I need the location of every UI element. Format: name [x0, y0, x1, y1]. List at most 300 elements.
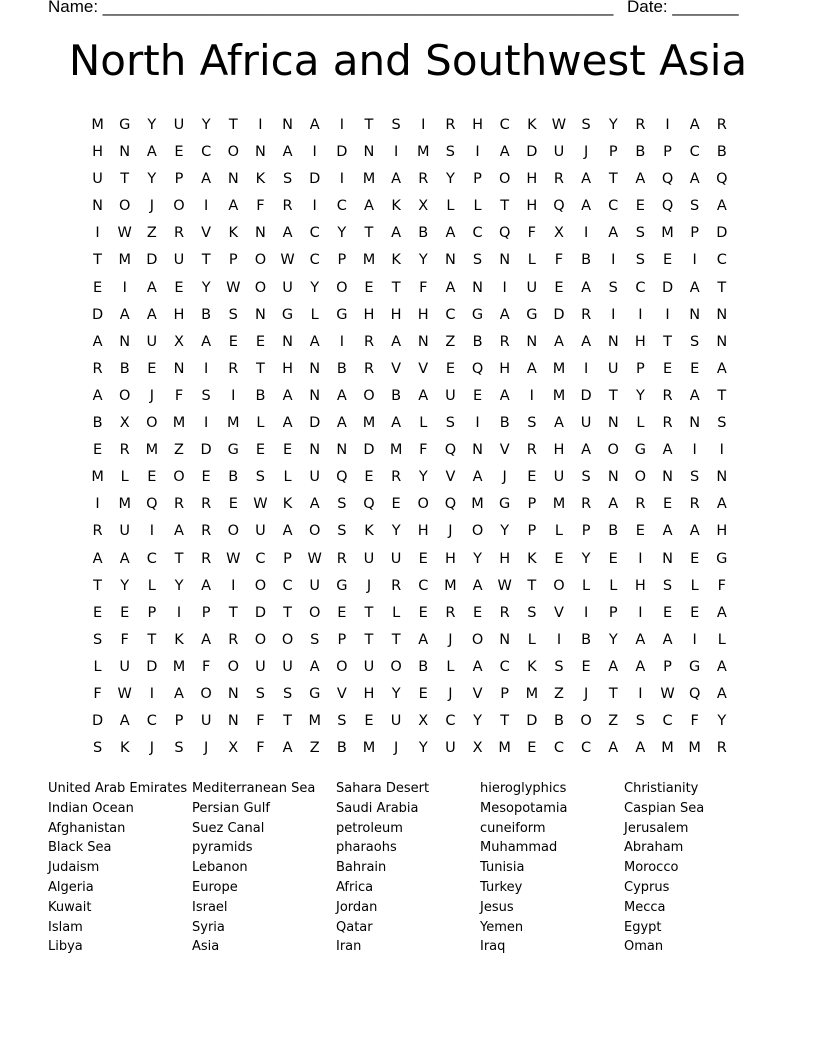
grid-letter: U: [255, 658, 266, 675]
grid-letter: A: [472, 577, 483, 594]
grid-letter: I: [421, 117, 426, 133]
grid-letter: W: [253, 496, 268, 513]
grid-letter: P: [636, 360, 645, 377]
grid-letter: N: [119, 144, 131, 161]
grid-letter: T: [120, 171, 130, 188]
word-list-item: Asia: [192, 939, 220, 955]
grid-letter: S: [445, 144, 455, 161]
grid-letter: B: [201, 306, 212, 323]
grid-letter: E: [174, 279, 184, 296]
grid-letter: U: [119, 523, 131, 540]
grid-letter: S: [282, 171, 293, 188]
grid-letter: E: [690, 550, 700, 567]
grid-letter: I: [95, 225, 100, 242]
grid-letter: K: [527, 550, 537, 567]
grid-letter: A: [608, 225, 619, 242]
grid-letter: Q: [661, 198, 674, 215]
grid-letter: H: [92, 144, 104, 161]
grid-letter: Y: [473, 550, 482, 567]
grid-letter: Y: [473, 713, 482, 730]
grid-letter: H: [444, 550, 456, 567]
grid-letter: F: [93, 685, 102, 702]
grid-letter: R: [635, 117, 646, 133]
date-field-label: Date: _______: [627, 0, 739, 16]
word-column: [480, 779, 624, 957]
word-list-item: Turkey: [480, 879, 523, 895]
grid-letter: N: [662, 469, 673, 486]
grid-letter: T: [500, 713, 510, 730]
grid-letter: G: [309, 685, 321, 702]
grid-letter: H: [716, 523, 728, 540]
grid-letter: M: [389, 442, 403, 459]
grid-letter: O: [254, 631, 267, 648]
grid-letter: C: [336, 198, 347, 215]
word-list-item: Sahara Desert: [336, 781, 430, 796]
grid-letter: Y: [391, 685, 401, 702]
grid-letter: A: [201, 577, 212, 594]
grid-letter: F: [120, 631, 129, 648]
grid-letter: E: [92, 279, 103, 296]
grid-letter: K: [364, 523, 374, 540]
grid-letter: A: [92, 387, 103, 404]
grid-letter: O: [308, 604, 321, 621]
grid-letter: B: [418, 225, 429, 242]
grid-letter: A: [608, 496, 619, 513]
grid-letter: S: [337, 713, 347, 730]
grid-letter: F: [256, 713, 265, 730]
grid-letter: G: [119, 117, 131, 133]
grid-letter: A: [716, 685, 727, 702]
grid-row: [84, 275, 736, 302]
grid-letter: V: [201, 225, 212, 242]
grid-row: [84, 166, 736, 193]
grid-letter: H: [499, 550, 511, 567]
grid-letter: Q: [444, 442, 457, 459]
grid-letter: O: [336, 279, 348, 296]
grid-letter: A: [201, 631, 212, 648]
grid-letter: U: [282, 658, 293, 675]
grid-letter: N: [472, 279, 483, 296]
grid-letter: U: [580, 415, 592, 432]
grid-letter: P: [608, 144, 618, 161]
word-list-item: Saudi Arabia: [336, 800, 419, 816]
grid-letter: A: [445, 279, 456, 296]
grid-letter: A: [716, 198, 727, 215]
grid-letter: O: [119, 198, 131, 215]
grid-letter: L: [473, 198, 482, 215]
grid-letter: N: [227, 713, 239, 730]
grid-letter: C: [201, 144, 212, 161]
grid-letter: U: [526, 279, 538, 296]
word-list-item: Persian Gulf: [192, 800, 270, 816]
grid-letter: P: [527, 496, 537, 513]
grid-letter: I: [692, 631, 697, 648]
grid-letter: C: [309, 252, 320, 269]
word-list-item: cuneiform: [480, 820, 546, 836]
word-list-item: Judaism: [48, 860, 100, 876]
grid-letter: N: [417, 333, 429, 350]
grid-letter: R: [391, 577, 402, 594]
grid-letter: R: [363, 360, 375, 377]
grid-letter: H: [417, 306, 429, 323]
grid-letter: I: [203, 198, 209, 215]
grid-letter: Q: [716, 171, 728, 188]
grid-letter: A: [336, 387, 347, 404]
grid-letter: C: [553, 740, 565, 757]
grid-letter: G: [227, 442, 239, 459]
grid-letter: G: [634, 442, 646, 459]
word-list-item: Abraham: [624, 840, 684, 856]
grid-letter: G: [526, 306, 538, 323]
grid-letter: U: [146, 333, 158, 350]
letter-grid: [84, 112, 736, 762]
grid-letter: N: [119, 333, 131, 350]
grid-letter: P: [147, 604, 157, 621]
grid-letter: U: [445, 740, 456, 757]
grid-letter: E: [445, 360, 455, 377]
name-field-label: Name: ______________________________________________________: [48, 0, 614, 16]
grid-letter: A: [201, 171, 212, 188]
grid-letter: A: [445, 225, 456, 242]
grid-letter: C: [282, 577, 293, 594]
word-list-item: pyramids: [192, 840, 253, 856]
grid-letter: A: [581, 198, 592, 215]
grid-letter: A: [716, 360, 727, 377]
grid-letter: T: [717, 279, 727, 296]
grid-letter: A: [472, 469, 483, 486]
grid-letter: X: [228, 740, 239, 757]
grid-letter: N: [607, 415, 619, 432]
grid-letter: F: [201, 658, 211, 675]
grid-row: [84, 410, 736, 437]
grid-letter: A: [635, 740, 646, 757]
grid-letter: M: [308, 713, 321, 730]
grid-letter: O: [254, 252, 267, 269]
grid-letter: A: [554, 415, 564, 432]
grid-row: [84, 464, 736, 491]
grid-letter: E: [174, 144, 184, 161]
grid-letter: O: [553, 577, 565, 594]
grid-letter: Y: [418, 740, 428, 757]
grid-letter: W: [497, 577, 512, 594]
grid-letter: D: [254, 604, 266, 621]
grid-letter: N: [472, 442, 483, 459]
grid-letter: N: [254, 306, 266, 323]
grid-letter: G: [336, 577, 348, 594]
grid-letter: D: [91, 306, 104, 323]
grid-letter: I: [719, 442, 724, 459]
grid-letter: Q: [553, 198, 565, 215]
grid-letter: I: [203, 360, 209, 377]
grid-letter: R: [716, 117, 727, 133]
grid-row: [84, 139, 736, 166]
grid-letter: I: [258, 117, 263, 133]
grid-letter: E: [635, 198, 645, 215]
grid-letter: K: [282, 496, 293, 513]
grid-letter: Y: [717, 713, 727, 730]
grid-letter: A: [472, 658, 483, 675]
grid-letter: I: [638, 685, 643, 702]
grid-letter: B: [228, 469, 239, 486]
word-list-item: Muhammad: [480, 840, 558, 856]
grid-letter: C: [255, 550, 266, 567]
grid-letter: S: [282, 685, 293, 702]
grid-letter: I: [95, 496, 100, 513]
grid-letter: G: [499, 496, 511, 513]
grid-letter: J: [203, 740, 209, 757]
grid-letter: M: [91, 117, 104, 133]
grid-letter: O: [498, 171, 511, 188]
grid-letter: T: [391, 279, 401, 296]
grid-letter: Z: [309, 740, 320, 757]
grid-letter: P: [228, 252, 238, 269]
grid-letter: E: [554, 550, 564, 567]
word-list-item: Kuwait: [48, 899, 92, 915]
grid-letter: A: [689, 523, 700, 540]
grid-letter: M: [227, 415, 240, 432]
word-list-item: Black Sea: [48, 840, 112, 856]
grid-row: [84, 437, 736, 464]
grid-letter: K: [255, 171, 266, 188]
grid-letter: Q: [661, 171, 674, 188]
grid-letter: M: [471, 496, 484, 513]
grid-letter: K: [391, 198, 401, 215]
word-list-item: Israel: [192, 899, 228, 915]
grid-row: [84, 329, 736, 356]
grid-letter: A: [282, 225, 293, 242]
grid-letter: C: [662, 713, 673, 730]
grid-letter: J: [366, 577, 372, 594]
grid-letter: I: [638, 306, 643, 323]
grid-letter: S: [174, 740, 184, 757]
grid-letter: P: [174, 171, 184, 188]
grid-letter: A: [282, 523, 293, 540]
grid-letter: A: [499, 306, 510, 323]
grid-letter: T: [717, 387, 727, 404]
grid-letter: S: [337, 496, 347, 513]
grid-letter: R: [228, 631, 239, 648]
word-list-item: Qatar: [336, 919, 373, 935]
grid-letter: L: [120, 469, 129, 486]
grid-letter: L: [527, 252, 536, 269]
grid-letter: S: [337, 523, 347, 540]
grid-letter: S: [608, 279, 618, 296]
grid-letter: I: [665, 117, 670, 133]
grid-letter: D: [526, 144, 538, 161]
grid-letter: M: [362, 252, 376, 269]
grid-letter: N: [689, 306, 701, 323]
grid-letter: R: [173, 496, 185, 513]
grid-letter: S: [201, 387, 211, 404]
grid-letter: O: [634, 469, 647, 486]
grid-letter: S: [690, 469, 700, 486]
word-list-item: Algeria: [48, 879, 94, 895]
grid-letter: I: [393, 144, 399, 161]
grid-letter: E: [608, 550, 618, 567]
grid-letter: P: [174, 713, 184, 730]
grid-letter: K: [228, 225, 239, 242]
grid-letter: A: [635, 631, 646, 648]
grid-row: [84, 193, 736, 220]
word-list-item: Jerusalem: [624, 820, 689, 836]
grid-letter: T: [364, 631, 374, 648]
grid-row: [84, 220, 736, 247]
grid-letter: E: [662, 252, 673, 269]
grid-letter: G: [716, 550, 728, 567]
grid-letter: F: [256, 740, 265, 757]
word-list: [48, 779, 768, 957]
grid-letter: Q: [146, 496, 158, 513]
word-list-item: Yemen: [480, 919, 524, 935]
grid-letter: B: [92, 415, 103, 432]
grid-letter: S: [581, 117, 591, 133]
grid-letter: N: [173, 360, 185, 377]
grid-letter: O: [200, 685, 212, 702]
grid-letter: A: [662, 442, 673, 459]
grid-letter: S: [472, 252, 483, 269]
grid-letter: A: [554, 333, 564, 350]
grid-letter: S: [690, 198, 700, 215]
grid-letter: K: [527, 117, 537, 133]
grid-letter: A: [391, 171, 402, 188]
grid-row: [84, 573, 736, 600]
grid-letter: M: [172, 415, 186, 432]
grid-letter: L: [527, 631, 536, 648]
grid-letter: U: [445, 387, 456, 404]
grid-letter: A: [282, 387, 293, 404]
grid-letter: A: [662, 523, 673, 540]
grid-letter: P: [581, 523, 591, 540]
grid-letter: M: [145, 442, 159, 459]
grid-letter: W: [660, 685, 675, 702]
grid-letter: A: [581, 171, 592, 188]
grid-letter: A: [146, 306, 157, 323]
grid-letter: O: [254, 279, 267, 296]
grid-letter: T: [283, 604, 292, 621]
grid-row: [84, 491, 736, 518]
grid-letter: R: [662, 415, 673, 432]
word-list-item: pharaohs: [336, 840, 397, 856]
grid-letter: T: [201, 252, 211, 269]
grid-letter: H: [390, 306, 402, 323]
grid-letter: N: [227, 685, 239, 702]
grid-letter: U: [363, 550, 375, 567]
grid-letter: U: [200, 713, 212, 730]
grid-letter: H: [499, 360, 511, 377]
grid-letter: G: [336, 306, 348, 323]
grid-letter: N: [227, 171, 239, 188]
grid-letter: T: [255, 360, 265, 377]
grid-letter: D: [336, 144, 348, 161]
grid-letter: W: [551, 117, 567, 133]
grid-letter: E: [147, 360, 157, 377]
grid-letter: O: [417, 496, 429, 513]
grid-letter: L: [717, 631, 726, 648]
grid-letter: Z: [608, 713, 619, 730]
grid-letter: X: [418, 198, 429, 215]
grid-letter: E: [255, 442, 265, 459]
grid-letter: J: [502, 469, 507, 486]
grid-letter: E: [255, 333, 265, 350]
grid-letter: O: [607, 442, 619, 459]
grid-letter: R: [635, 496, 646, 513]
grid-letter: N: [254, 225, 266, 242]
grid-letter: A: [391, 415, 402, 432]
grid-letter: E: [418, 604, 428, 621]
grid-letter: E: [391, 496, 401, 513]
grid-letter: B: [608, 523, 619, 540]
grid-letter: U: [390, 713, 402, 730]
grid-letter: H: [173, 306, 185, 323]
grid-letter: R: [119, 442, 130, 459]
grid-letter: T: [228, 117, 238, 133]
grid-letter: E: [662, 604, 673, 621]
grid-letter: E: [418, 685, 428, 702]
grid-letter: A: [119, 306, 130, 323]
grid-letter: L: [310, 306, 319, 323]
grid-letter: K: [527, 658, 537, 675]
grid-letter: Y: [418, 469, 428, 486]
word-column: [336, 779, 480, 957]
grid-letter: N: [499, 631, 511, 648]
word-list-item: Bahrain: [336, 860, 387, 876]
grid-letter: C: [635, 279, 646, 296]
grid-letter: N: [607, 333, 619, 350]
grid-letter: N: [254, 144, 266, 161]
grid-letter: K: [174, 631, 184, 648]
word-list-item: hieroglyphics: [480, 781, 567, 796]
grid-letter: O: [227, 658, 239, 675]
grid-letter: A: [689, 171, 700, 188]
grid-letter: U: [255, 523, 266, 540]
grid-letter: W: [226, 550, 241, 567]
grid-letter: F: [174, 387, 184, 404]
grid-letter: S: [445, 415, 455, 432]
grid-letter: L: [147, 577, 156, 594]
grid-letter: X: [418, 713, 429, 730]
grid-letter: I: [638, 604, 643, 621]
grid-letter: A: [119, 713, 130, 730]
grid-letter: D: [363, 442, 375, 459]
grid-letter: F: [554, 252, 564, 269]
grid-row: [84, 654, 736, 681]
grid-row: [84, 735, 736, 762]
grid-row: [84, 600, 736, 627]
grid-letter: D: [661, 279, 674, 296]
grid-letter: O: [119, 387, 131, 404]
grid-letter: E: [554, 279, 564, 296]
grid-letter: F: [690, 713, 699, 730]
grid-letter: I: [611, 306, 616, 323]
grid-letter: A: [119, 550, 130, 567]
grid-letter: R: [391, 469, 402, 486]
header-line: [48, 0, 748, 19]
grid-letter: O: [580, 713, 592, 730]
grid-letter: B: [472, 333, 483, 350]
grid-letter: T: [283, 713, 292, 730]
grid-letter: M: [362, 415, 376, 432]
grid-letter: D: [91, 713, 104, 730]
grid-letter: G: [281, 306, 294, 323]
grid-letter: I: [583, 225, 589, 242]
grid-letter: E: [662, 496, 673, 513]
grid-letter: V: [418, 360, 429, 377]
grid-letter: R: [526, 442, 537, 459]
word-list-item: Iraq: [480, 939, 506, 955]
grid-letter: P: [201, 604, 211, 621]
grid-letter: L: [256, 415, 265, 432]
word-column: [624, 779, 768, 957]
